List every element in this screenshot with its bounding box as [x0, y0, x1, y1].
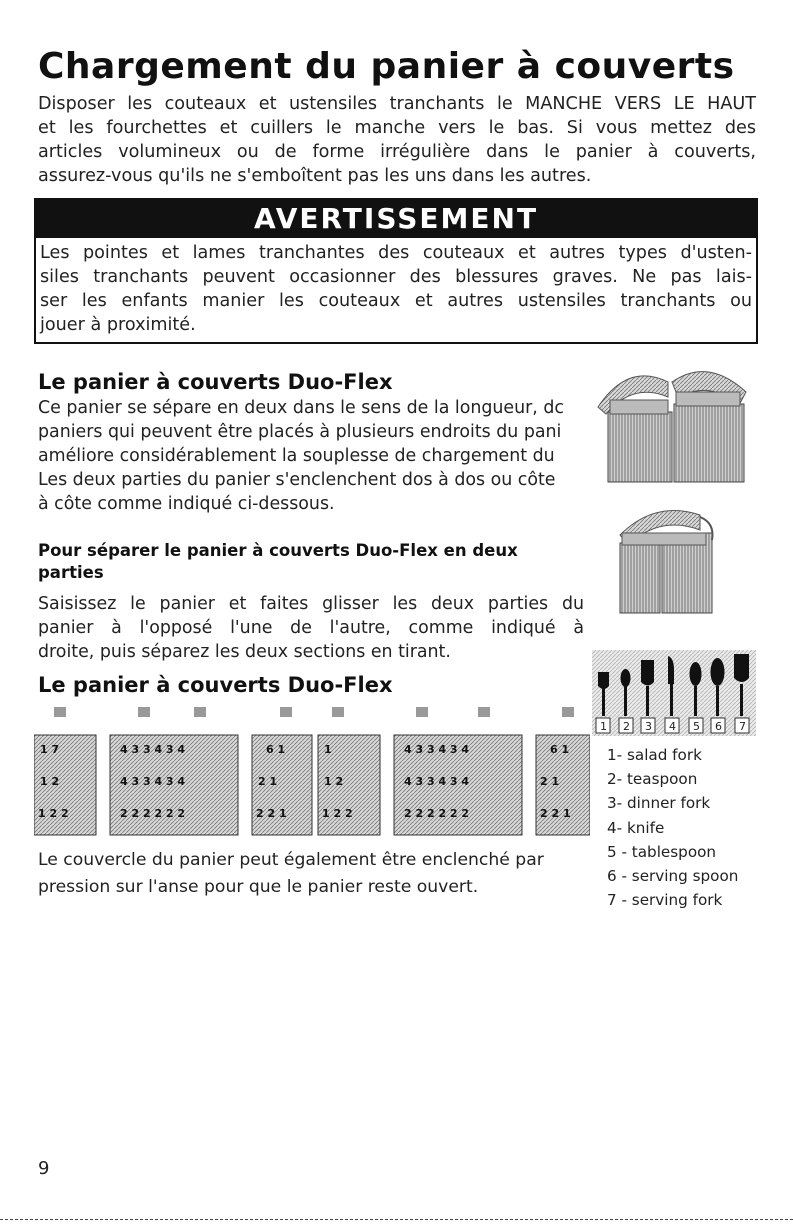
basket-loading-diagram	[34, 705, 590, 845]
legend-item: 5 - tablespoon	[607, 842, 717, 861]
section-heading-duo-flex-2: Le panier à couverts Duo-Flex	[38, 673, 393, 697]
page-title: Chargement du panier à couverts	[38, 46, 735, 87]
basket-joined-photo	[588, 352, 756, 492]
svg-text:1: 1	[600, 720, 607, 733]
legend-item: 7 - serving fork	[607, 891, 723, 910]
svg-text:1 2 2: 1 2 2	[38, 807, 69, 820]
lid-note-paragraph: Le couvercle du panier peut également être enclenché par pression sur l'anse pour que le panier reste ouvert.	[38, 850, 544, 897]
svg-text:1 2 2: 1 2 2	[322, 807, 353, 820]
svg-text:1: 1	[324, 743, 332, 756]
svg-text:1 7: 1 7	[40, 743, 60, 756]
svg-text:5: 5	[693, 720, 700, 733]
svg-text:3: 3	[645, 720, 652, 733]
bottom-rule	[0, 1219, 793, 1220]
svg-text:2 1: 2 1	[540, 775, 560, 788]
svg-text:4: 4	[669, 720, 676, 733]
svg-text:4 3 3 4 3 4: 4 3 3 4 3 4	[120, 775, 186, 788]
svg-text:4 3 3 4 3 4: 4 3 3 4 3 4	[120, 743, 186, 756]
basket-separated-photo	[600, 495, 730, 623]
page-number: 9	[38, 1158, 50, 1179]
legend-item: 1- salad fork	[607, 746, 702, 764]
svg-text:2: 2	[623, 720, 630, 733]
warning-box	[34, 198, 758, 344]
svg-text:6 1: 6 1	[550, 743, 570, 756]
svg-text:4 3 3 4 3 4: 4 3 3 4 3 4	[404, 775, 470, 788]
svg-text:2 1: 2 1	[258, 775, 278, 788]
warning-header: AVERTISSEMENT	[36, 200, 756, 238]
svg-text:6 1: 6 1	[266, 743, 286, 756]
legend-item: 3- dinner fork	[607, 794, 711, 813]
warning-text: Les pointes et lames tranchantes des couteaux et autres types d'usten- siles tranchants peuvent occasionner des blessures graves. Ne pas lais- ser les enfants manier les couteaux et autres ustensiles tranchants ou jouer à proximité.	[40, 243, 752, 335]
section-heading-duo-flex: Le panier à couverts Duo-Flex	[38, 370, 393, 394]
svg-text:2 2 2 2 2 2: 2 2 2 2 2 2	[120, 807, 186, 820]
svg-text:2 2 1: 2 2 1	[256, 807, 287, 820]
svg-text:2 2 1: 2 2 1	[540, 807, 571, 820]
section-paragraph-duo-flex: Ce panier se sépare en deux dans le sens de la longueur, dc paniers qui peuvent être placés à plusieurs endroits du pani améliore considérablement la souplesse de chargement du Les deux parties du panier s'enclenchent dos à dos ou côte à côte comme indiqué ci-dessous.	[38, 398, 564, 514]
utensil-legend	[607, 743, 738, 912]
subheading-separate-basket: Pour séparer le panier à couverts Duo-Flex en deux parties	[38, 541, 518, 582]
separate-basket-paragraph: Saisissez le panier et faites glisser les deux parties du panier à l'opposé l'une de l'autre, comme indiqué à droite, puis séparez les deux sections en tirant.	[38, 594, 584, 662]
svg-text:2 2 2 2 2 2: 2 2 2 2 2 2	[404, 807, 470, 820]
utensils-illustration	[592, 650, 756, 736]
svg-text:1 2: 1 2	[324, 775, 344, 788]
svg-text:1 2: 1 2	[40, 775, 60, 788]
legend-item: 4- knife	[607, 818, 665, 837]
svg-text:4 3 3 4 3 4: 4 3 3 4 3 4	[404, 743, 470, 756]
legend-item: 2- teaspoon	[607, 770, 698, 789]
legend-item: 6 - serving spoon	[607, 867, 739, 886]
intro-paragraph: Disposer les couteaux et ustensiles tranchants le MANCHE VERS LE HAUT et les fourchettes et cuillers le manche vers le bas. Si vous mettez des articles volumineux ou de forme irrégulière dans le panier à couverts, assurez-vous qu'ils ne s'emboîtent pas les uns dans les autres.	[38, 94, 756, 186]
svg-text:7: 7	[739, 720, 746, 733]
svg-text:6: 6	[715, 720, 722, 733]
